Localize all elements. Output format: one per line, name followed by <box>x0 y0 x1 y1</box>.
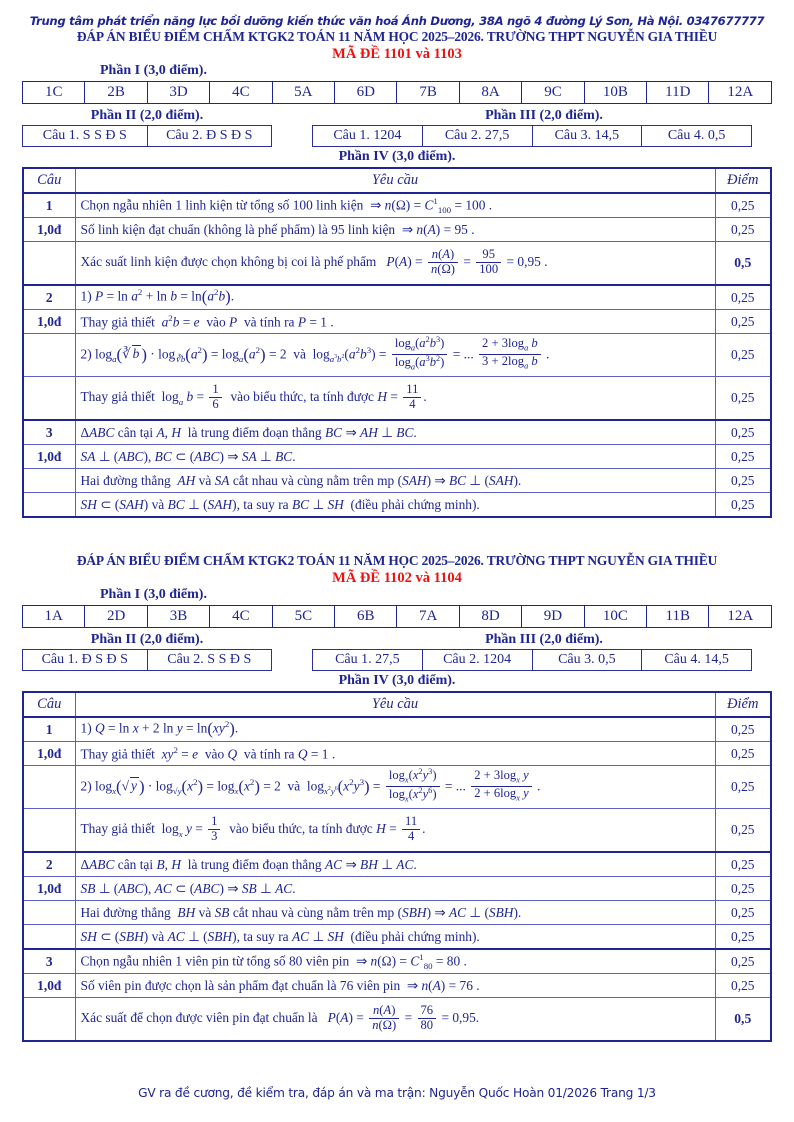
answer-cell: Câu 3. 14,5 <box>532 126 642 147</box>
answer-cell: Câu 1. S S Đ S <box>23 126 148 147</box>
score-cell: 0,25 <box>715 766 771 809</box>
answer-cell: 12A <box>709 606 772 628</box>
score-cell: 0,25 <box>715 742 771 766</box>
answer-cell: 1C <box>23 82 85 104</box>
table-row <box>23 606 772 628</box>
table-row <box>23 193 771 218</box>
table-row <box>23 310 771 334</box>
answer-cell: 1A <box>23 606 85 628</box>
answer-cell: Câu 2. 1204 <box>422 650 532 671</box>
answer-cell: 2B <box>85 82 147 104</box>
requirement-cell: 1) $P = \ln a^2 + \ln b = \ln(a^2b)$. <box>75 285 715 310</box>
score-cell: 0,25 <box>715 377 771 421</box>
score-cell: 0,25 <box>715 809 771 853</box>
table-row <box>23 766 771 809</box>
answer-cell: 10B <box>584 82 646 104</box>
cau-spacer <box>23 493 75 518</box>
score-cell: 0,25 <box>715 218 771 242</box>
cau-spacer <box>23 242 75 286</box>
phan-4-table-s2 <box>22 691 772 1042</box>
answer-cell: Câu 2. S S Đ S <box>147 650 272 671</box>
answer-cell: 5C <box>272 606 334 628</box>
score-cell: 0,25 <box>715 901 771 925</box>
requirement-cell: Hai đường thẳng BH và SB cắt nhau và cùng nằm trên mp (SBH) ⇒ AC ⊥ (SBH). <box>75 901 715 925</box>
answer-cell: 6B <box>335 606 397 628</box>
table-row <box>23 334 771 377</box>
requirement-cell: Chọn ngẫu nhiên 1 linh kiện từ tổng số 100 linh kiện ⇒ $n(\Omega) = C^1_{100} = 100$ . <box>75 193 715 218</box>
cau-spacer <box>23 377 75 421</box>
cau-spacer <box>23 334 75 377</box>
score-cell: 0,25 <box>715 877 771 901</box>
answer-cell: 7B <box>397 82 459 104</box>
exam-title-line-2: ĐÁP ÁN BIỂU ĐIỂM CHẤM KTGK2 TOÁN 11 NĂM HỌC 2025–2026. TRƯỜNG THPT NGUYỄN GIA THIỀU <box>76 553 718 568</box>
cau-spacer <box>23 469 75 493</box>
page-footer: GV ra đề cương, đề kiểm tra, đáp án và ma trận: Nguyễn Quốc Hoàn 01/2026 Trang 1/3 <box>138 1086 656 1100</box>
header-diem: Điểm <box>715 168 771 193</box>
cau-spacer <box>23 766 75 809</box>
requirement-cell: ΔABC cân tại A, H là trung điểm đoạn thẳng BC ⇒ AH ⊥ BC. <box>75 420 715 445</box>
phan-2-answers-s1 <box>22 125 272 147</box>
score-cell: 0,25 <box>715 469 771 493</box>
exam-title-line-1: ĐÁP ÁN BIỂU ĐIỂM CHẤM KTGK2 TOÁN 11 NĂM HỌC 2025–2026. TRƯỜNG THPT NGUYỄN GIA THIỀU <box>76 29 718 44</box>
answer-cell: 10C <box>584 606 646 628</box>
requirement-cell: Số linh kiện đạt chuẩn (không là phế phẩm) là 95 linh kiện ⇒ n(A) = 95 . <box>75 218 715 242</box>
phan-3-answers-s1 <box>312 125 752 147</box>
requirement-cell: Thay giả thiết $xy^2 = e$ vào Q và tính ra Q = 1 . <box>75 742 715 766</box>
phan-4-label-s2: Phần IV (3,0 điểm). <box>338 673 456 688</box>
table-row <box>23 285 771 310</box>
phan-2-label-s2: Phần II (2,0 điểm). <box>90 632 204 647</box>
answer-cell: 6D <box>335 82 397 104</box>
answer-cell: Câu 1. Đ S Đ S <box>23 650 148 671</box>
requirement-cell: SA ⊥ (ABC), BC ⊂ (ABC) ⇒ SA ⊥ BC. <box>75 445 715 469</box>
answer-cell: 9C <box>522 82 584 104</box>
phan-3-answers-s2 <box>312 649 752 671</box>
cau-number: 2 <box>23 852 75 877</box>
cau-score-total: 1,0đ <box>23 445 75 469</box>
score-cell: 0,25 <box>715 310 771 334</box>
answer-cell: Câu 3. 0,5 <box>532 650 642 671</box>
requirement-cell: Thay giả thiết $\log_x y$ = $\frac{1}{3}$ vào biểu thức, ta tính được H = $\frac{11}{4}$ . <box>75 809 715 853</box>
table-row <box>23 377 771 421</box>
answer-cell: 9D <box>522 606 584 628</box>
cau-score-total: 1,0đ <box>23 974 75 998</box>
table-row <box>23 901 771 925</box>
phan-2-label-s1: Phần II (2,0 điểm). <box>90 108 204 123</box>
cau-spacer <box>23 998 75 1042</box>
phan-1-label-s2: Phần I (3,0 điểm). <box>100 587 207 602</box>
cau-number: 3 <box>23 949 75 974</box>
score-cell: 0,25 <box>715 420 771 445</box>
answer-cell: Câu 2. Đ S Đ S <box>147 126 272 147</box>
phan-1-answers-s2 <box>22 605 772 628</box>
table-row <box>23 650 272 671</box>
score-cell: 0,25 <box>715 334 771 377</box>
answer-cell: 8A <box>459 82 521 104</box>
requirement-cell: 2) $\log_a(∛$ b ) · $\log_{∛b}(a^2) = \log_a(a^2) = 2$ và $\log_{a^3b^2}(a^2b^3)$ = $\frac{\log_a(a^2b^3)}{\log_a(a^3b^2)}$ = ... $\frac{2 + 3\log_a b}{3 + 2\log_a b}$ . <box>75 334 715 377</box>
requirement-cell: ΔABC cân tại B, H là trung điểm đoạn thẳng AC ⇒ BH ⊥ AC. <box>75 852 715 877</box>
header-yeucau: Yêu cầu <box>75 692 715 717</box>
phan-4-table-s1 <box>22 167 772 518</box>
table-row <box>23 742 771 766</box>
section-divider <box>22 518 772 552</box>
table-row <box>23 469 771 493</box>
exam-code-1: MÃ ĐỀ 1101 và 1103 <box>332 46 462 62</box>
requirement-cell: Xác suất linh kiện được chọn không bị coi là phế phẩm P(A) = $\frac{n(A)}{n(\Omega)}$ = $\frac{95}{100}$ = 0,95 . <box>75 242 715 286</box>
phan-2-answers-s2 <box>22 649 272 671</box>
answer-cell: Câu 2. 27,5 <box>422 126 532 147</box>
answer-cell: 5A <box>272 82 334 104</box>
header-yeucau: Yêu cầu <box>75 168 715 193</box>
requirement-cell: Hai đường thẳng AH và SA cắt nhau và cùng nằm trên mp (SAH) ⇒ BC ⊥ (SAH). <box>75 469 715 493</box>
center-header-line: Trung tâm phát triển năng lực bồi dưỡng kiến thức văn hoá Ánh Dương, 38A ngõ 4 đường Lý Sơn, Hà Nội. 0347677777 <box>29 14 765 28</box>
cau-spacer <box>23 925 75 950</box>
requirement-cell: 2) $\log_x(√$ y ) · $\log_{√y}(x^2) = \log_x(x^2) = 2$ và $\log_{x^2y^6}(x^2y^3)$ = $\frac{\log_x(x^2y^3)}{\log_x(x^2y^6)}$ = ... $\frac{2 + 3\log_x y}{2 + 6\log_x y}$ . <box>75 766 715 809</box>
table-row <box>23 218 771 242</box>
header-cau: Câu <box>23 168 75 193</box>
phan-3-label-s1: Phần III (2,0 điểm). <box>485 108 603 123</box>
score-cell: 0,25 <box>715 974 771 998</box>
answer-cell: Câu 1. 1204 <box>313 126 423 147</box>
cau-spacer <box>23 901 75 925</box>
answer-cell: 4C <box>210 82 272 104</box>
score-cell: 0,25 <box>715 445 771 469</box>
header-diem: Điểm <box>715 692 771 717</box>
score-cell: 0,25 <box>715 193 771 218</box>
score-cell: 0,25 <box>715 285 771 310</box>
table-row <box>23 974 771 998</box>
table-row <box>23 877 771 901</box>
exam-code-2: MÃ ĐỀ 1102 và 1104 <box>332 570 462 586</box>
answer-cell: 12A <box>709 82 772 104</box>
table-header-row <box>23 692 771 717</box>
requirement-cell: SH ⊂ (SAH) và BC ⊥ (SAH), ta suy ra BC ⊥ SH (điều phải chứng minh). <box>75 493 715 518</box>
cau-number: 2 <box>23 285 75 310</box>
requirement-cell: Thay giả thiết $a^2b = e$ vào P và tính ra P = 1 . <box>75 310 715 334</box>
answer-cell: Câu 1. 27,5 <box>313 650 423 671</box>
requirement-cell: SB ⊥ (ABC), AC ⊂ (ABC) ⇒ SB ⊥ AC. <box>75 877 715 901</box>
table-row <box>23 717 771 742</box>
cau-number: 1 <box>23 193 75 218</box>
table-row <box>23 420 771 445</box>
requirement-cell: 1) Q = ln x + 2 $\ln y = \ln(xy^2)$. <box>75 717 715 742</box>
answer-cell: 11B <box>647 606 709 628</box>
answer-cell: 4C <box>210 606 272 628</box>
requirement-cell: Số viên pin được chọn là sản phẩm đạt chuẩn là 76 viên pin ⇒ n(A) = 76 . <box>75 974 715 998</box>
answer-cell: 7A <box>397 606 459 628</box>
cau-number: 3 <box>23 420 75 445</box>
table-row <box>23 809 771 853</box>
cau-score-total: 1,0đ <box>23 310 75 334</box>
table-row <box>23 242 771 286</box>
table-row <box>313 650 752 671</box>
answer-cell: Câu 4. 14,5 <box>642 650 752 671</box>
phan-4-label-s1: Phần IV (3,0 điểm). <box>338 149 456 164</box>
score-cell: 0,25 <box>715 925 771 950</box>
score-cell: 0,25 <box>715 949 771 974</box>
requirement-cell: Chọn ngẫu nhiên 1 viên pin từ tổng số 80 viên pin ⇒ $n(\Omega) = C^1_{80} = 80$ . <box>75 949 715 974</box>
cau-number: 1 <box>23 717 75 742</box>
phan-1-label-s1: Phần I (3,0 điểm). <box>100 63 207 78</box>
score-cell: 0,25 <box>715 717 771 742</box>
table-row <box>23 493 771 518</box>
table-row <box>23 925 771 950</box>
cau-score-total: 1,0đ <box>23 742 75 766</box>
score-cell: 0,25 <box>715 493 771 518</box>
score-cell: 0,5 <box>715 242 771 286</box>
requirement-cell: SH ⊂ (SBH) và AC ⊥ (SBH), ta suy ra AC ⊥ SH (điều phải chứng minh). <box>75 925 715 950</box>
table-row <box>23 126 272 147</box>
table-row <box>23 998 771 1042</box>
cau-score-total: 1,0đ <box>23 877 75 901</box>
phan-1-answers-s1 <box>22 81 772 104</box>
phan-3-label-s2: Phần III (2,0 điểm). <box>485 632 603 647</box>
table-header-row <box>23 168 771 193</box>
answer-cell: 2D <box>85 606 147 628</box>
requirement-cell: Xác suất để chọn được viên pin đạt chuẩn là P(A) = $\frac{n(A)}{n(\Omega)}$ = $\frac{76}{80}$ = 0,95. <box>75 998 715 1042</box>
cau-spacer <box>23 809 75 853</box>
table-row <box>23 445 771 469</box>
answer-cell: Câu 4. 0,5 <box>642 126 752 147</box>
score-cell: 0,5 <box>715 998 771 1042</box>
table-row <box>23 852 771 877</box>
answer-cell: 8D <box>459 606 521 628</box>
cau-score-total: 1,0đ <box>23 218 75 242</box>
score-cell: 0,25 <box>715 852 771 877</box>
header-cau: Câu <box>23 692 75 717</box>
answer-cell: 11D <box>647 82 709 104</box>
table-row <box>23 82 772 104</box>
answer-cell: 3D <box>147 82 209 104</box>
requirement-cell: Thay giả thiết $\log_a b$ = $\frac{1}{6}$ vào biểu thức, ta tính được H = $\frac{11}{4}$ . <box>75 377 715 421</box>
table-row <box>313 126 752 147</box>
table-row <box>23 949 771 974</box>
answer-cell: 3B <box>147 606 209 628</box>
